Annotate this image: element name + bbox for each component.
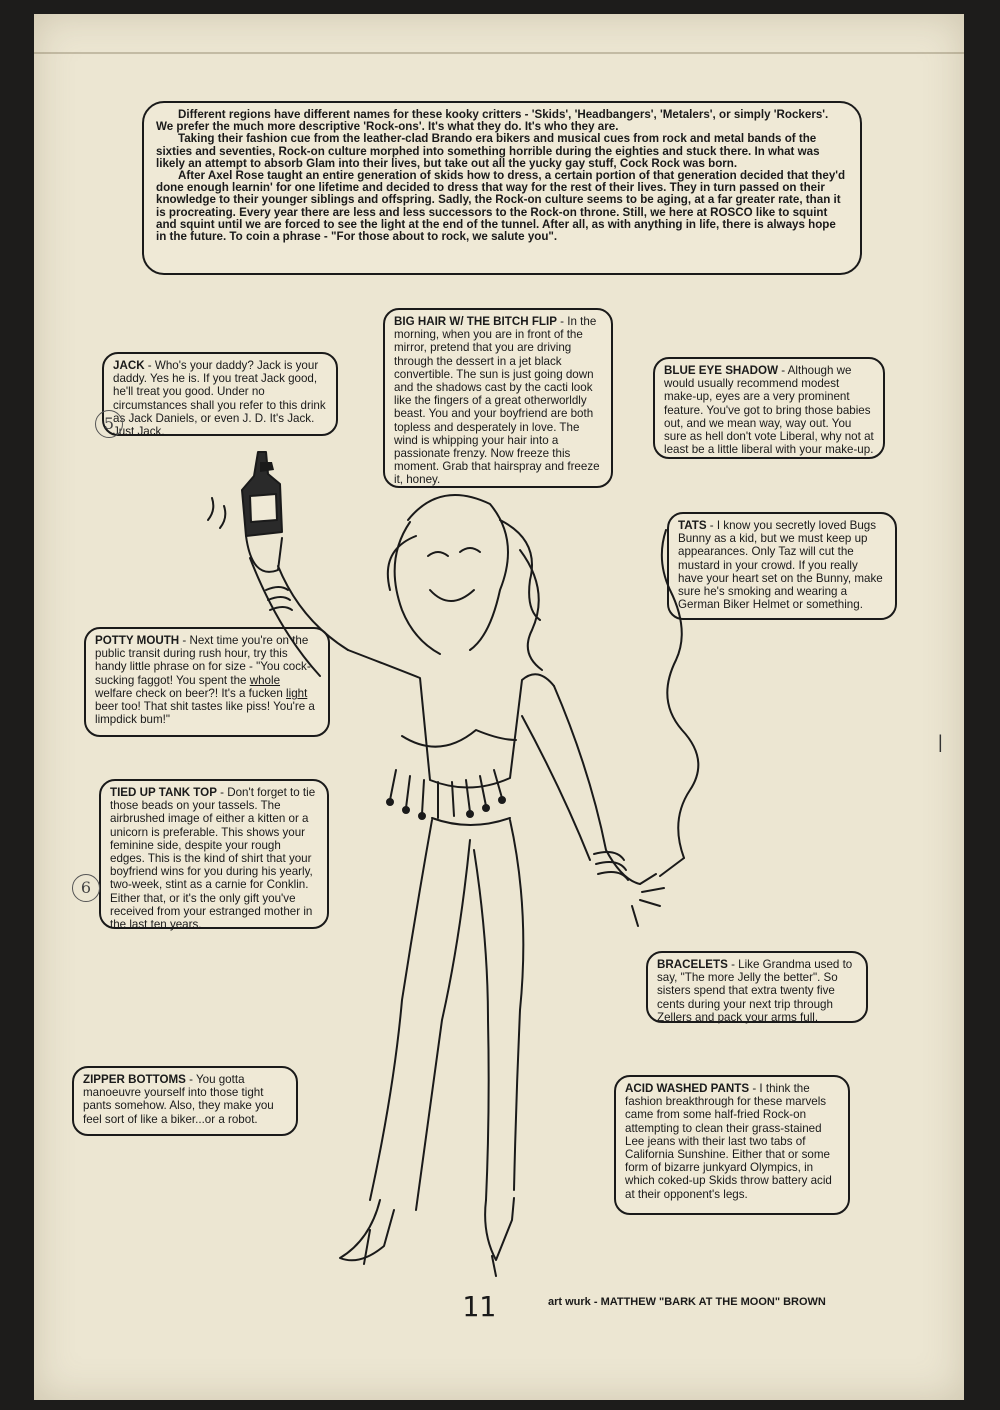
callout-big-hair-text: - In the morning, when you are in front of the mirror, pretend that you are driving through the dessert in a jet black convertible. The sun is just going down and the shadows cast by the cacti look like the fingers of a great otherworldly beast. You and your boyfriend are both topless and desperately in love. The wind is whipping your hair into a passionate frenzy. Now freeze this moment. Grab that hairspray and freeze it, honey. — [394, 315, 600, 487]
rocker-illustration — [170, 440, 770, 1280]
callout-potty-mouth-heading: POTTY MOUTH — [95, 634, 180, 647]
pen-mark: | — [938, 732, 943, 752]
page-number: 11 — [462, 1290, 496, 1323]
callout-potty-mouth-text-a: - Next time you're on the public transit during rush hour, try this handy little phrase on for size - "You cock-sucking faggot! You spent the — [95, 634, 311, 687]
callout-jack — [102, 352, 338, 439]
page-fold-line — [34, 52, 964, 54]
intro-paragraph-3: After Axel Rose taught an entire generation of skids how to dress, a certain portion of that generation decided that they'd done enough learnin' for one lifetime and decided to dress that way for the rest of their lives. They in turn passed on their knowledge to their younger siblings and offspring. Sadly, the Rock-on culture seems to be aging, at a far greater rate, than it is procreating. Every year there are less and less successors to the Rock-on throne. Still, we here at ROSCO like to squint and squint until we are forced to see the light at the end of the tunnel. After all, as with anything in life, there is always hope in the future. To coin a phrase - "For those about to rock, we salute you". — [156, 169, 846, 244]
callout-potty-mouth-underline-light: light — [286, 686, 308, 700]
callout-tank-top-text: - Don't forget to tie those beads on your tassels. The airbrushed image of either a kitten or a unicorn is preferable. This shows your feminine side, despite your rough edges. This is the kind of shirt that your boyfriend wins for you during his yearly, two-week, stint as a carnie for Conklin. Either that, or it's the only gift you've received from your estranged mother in the last ten years. — [110, 786, 316, 932]
callout-tank-top-heading: TIED UP TANK TOP — [110, 786, 217, 799]
callout-zipper-bottoms-heading: ZIPPER BOTTOMS — [83, 1073, 186, 1086]
callout-tats-text: - I know you secretly loved Bugs Bunny as a kid, but we must keep up appearances. Only Taz will cut the mustard in your crowd. If you really have your heart set on the Bunny, make sure he's smoking and wearing a German Biker Helmet or something. — [678, 519, 883, 612]
intro-text-box — [142, 101, 862, 275]
callout-blue-eye-shadow-text: - Although we would usually recommend modest make-up, eyes are a very prominent feature. You've got to bring those babies out, and we mean way, way out. You sure as hell don't vote Liberal, why not at least be a little liberal with your make-up. — [664, 364, 874, 457]
callout-zipper-bottoms-text: - You gotta manoeuvre yourself into those tight pants somehow. Also, they make you feel sort of like a biker...or a robot. — [83, 1073, 274, 1126]
callout-tats-heading: TATS — [678, 519, 707, 532]
handwritten-mark-6: 6 — [72, 874, 100, 902]
intro-paragraph-2: Taking their fashion cue from the leather-clad Brando era bikers and musical cues from rock and metal bands of the sixties and seventies, Rock-on culture morphed into something horrible during the eighties and stuck there. In what was likely an attempt to absorb Glam into their lives, but take out all the yucky gay stuff, Cock Rock was born. — [156, 132, 820, 170]
art-credit: art wurk - MATTHEW "BARK AT THE MOON" BROWN — [548, 1296, 826, 1308]
intro-paragraph-1: Different regions have different names for these kooky critters - 'Skids', 'Headbangers', 'Metalers', or simply 'Rockers'. We prefer the much more descriptive 'Rock-ons'. It's what they do. It's who they are. — [156, 108, 829, 134]
callout-bracelets-text: - Like Grandma used to say, "The more Jelly the better". So sisters spend that extra twenty five cents during your next trip through Zellers and pack your arms full. — [657, 958, 853, 1024]
callout-jack-text: - Who's your daddy? Jack is your daddy. Yes he is. If you treat Jack good, he'll treat you good. Under no circumstances shall you refer to this drink as Jack Daniels, or even J. D. It's Jack. Just Jack. — [113, 359, 326, 439]
callout-acid-washed-pants-text: - I think the fashion breakthrough for these marvels came from some half-fried Rock-on attempting to clean their grass-stained Lee jeans with their last two tabs of California Sunshine. Either that or some form of bizarre junkyard Olympics, in which coked-up Skids throw battery acid at their opponent's legs. — [625, 1082, 832, 1201]
callout-jack-heading: JACK — [113, 359, 145, 372]
callout-acid-washed-pants-heading: ACID WASHED PANTS — [625, 1082, 750, 1095]
callout-bracelets-heading: BRACELETS — [657, 958, 728, 971]
callout-potty-mouth-text-b: welfare check on beer?! It's a fucken — [95, 686, 287, 700]
callout-blue-eye-shadow-heading: BLUE EYE SHADOW — [664, 364, 779, 377]
handwritten-mark-5: 5 — [95, 410, 123, 438]
callout-big-hair-heading: BIG HAIR W/ THE BITCH FLIP — [394, 315, 557, 328]
callout-potty-mouth-text-c: beer too! That shit tastes like piss! You're a limpdick bum!" — [95, 700, 315, 727]
callout-potty-mouth-underline-whole: whole — [249, 673, 281, 687]
